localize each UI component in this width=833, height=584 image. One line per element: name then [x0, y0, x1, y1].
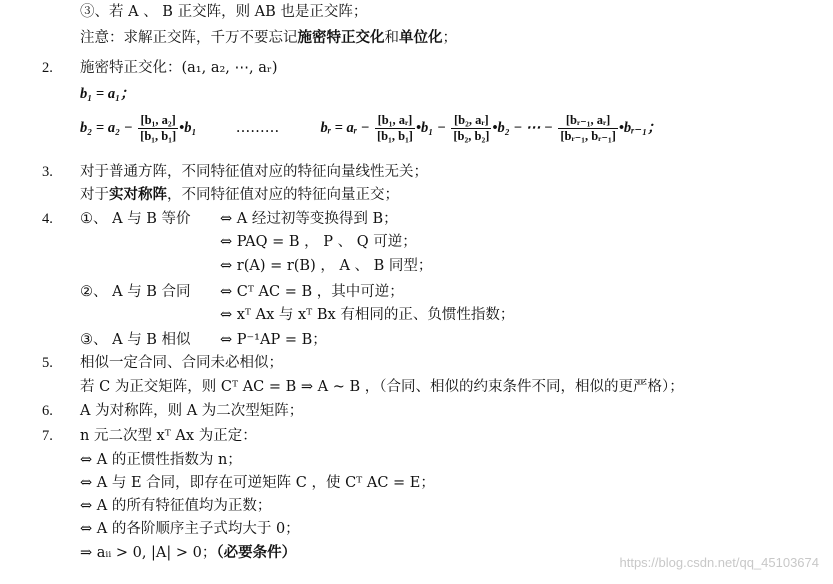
real-symmetric-bold: 实对称阵 [109, 186, 167, 203]
line-similar-congruent: 相似一定合同、合同未必相似； [80, 355, 283, 371]
item-number-4: 4. [42, 211, 53, 227]
formula-schmidt-row [80, 112, 662, 144]
formula-b1: b₁ = a₁； [80, 86, 135, 102]
item-number-3: 3. [42, 164, 53, 180]
line-pd-1: ⇔ A 的正惯性指数为 n； [80, 452, 242, 468]
fraction-1: $\frac{\text{[b₁, a₂]}}{\text{[b₁, b₁]}}$ [140, 112, 177, 143]
line-congruence-2: ⇔ xᵀ Ax 与 xᵀ Bx 有相同的正、负惯性指数； [220, 307, 515, 323]
line-congruence-label: ②、 A 与 B 合同 [80, 284, 191, 300]
line-orthogonal-product: ③、若 A 、 B 正交阵，则 AB 也是正交阵； [80, 4, 368, 20]
line-positive-definite: n 元二次型 xᵀ Ax 为正定： [80, 428, 257, 444]
item-number-6: 6. [42, 403, 53, 419]
line-equivalence-1: ⇔ A 经过初等变换得到 B； [220, 211, 398, 227]
line-note [80, 28, 457, 48]
line-equivalence-label: ①、 A 与 B 等价 [80, 211, 191, 227]
pd-necessary-formula: ⇒ aᵢᵢ > 0, |A| > 0； [80, 545, 217, 561]
line-pd-4: ⇔ A 的各阶顺序主子式均大于 0； [80, 521, 300, 537]
line-pd-3: ⇔ A 的所有特征值均为正数； [80, 498, 272, 514]
line-pd-5 [80, 543, 296, 563]
formula-b2-lhs: b₂ = a₂ − [80, 120, 133, 136]
ellipsis-dots: ……… [235, 120, 280, 136]
line-similarity-1: ⇔ P⁻¹AP = B； [220, 332, 327, 348]
item-number-5: 5. [42, 355, 53, 371]
formula-br-tail: •bᵣ₋₁； [618, 120, 662, 136]
line-equivalence-2: ⇔ PAQ = B ， P 、 Q 可逆； [220, 234, 417, 250]
line-similarity-label: ③、 A 与 B 相似 [80, 332, 191, 348]
note-end: ； [442, 30, 457, 46]
note-normalize-bold: 单位化 [399, 29, 443, 46]
line-schmidt-title: 施密特正交化：(a₁, a₂, ⋯, aᵣ) [80, 60, 278, 76]
line-orthogonal-congruent: 若 C 为正交矩阵，则 Cᵀ AC = B ⇒ A ~ B ，（合同、相似的约束条件不同，相似的更严格）； [80, 379, 684, 395]
formula-b2-tail: •b₁ [179, 120, 197, 136]
line-general-matrix: 对于普通方阵，不同特征值对应的特征向量线性无关； [80, 164, 428, 180]
item-number-7: 7. [42, 428, 53, 444]
fraction-3: $\frac{\text{[b₂, aᵣ]}}{\text{[b₂, b₂]}}$ [453, 112, 490, 143]
formula-br-mid2: •b₂ − ⋯ − [492, 120, 553, 136]
fraction-2: $\frac{\text{[b₁, aᵣ]}}{\text{[b₁, b₁]}}$ [377, 112, 413, 143]
necessary-condition-bold: （必要条件） [216, 544, 297, 561]
item-number-2: 2. [42, 60, 53, 76]
line-pd-2: ⇔ A 与 E 合同，即存在可逆矩阵 C ，使 Cᵀ AC = E； [80, 475, 435, 491]
formula-br-mid1: •b₁ − [415, 120, 446, 136]
line-congruence-1: ⇔ Cᵀ AC = B ，其中可逆； [220, 284, 404, 300]
csdn-watermark: https://blog.csdn.net/qq_45103674 [619, 555, 819, 570]
note-text: 注意：求解正交阵，千万不要忘记 [80, 30, 298, 46]
fraction-4: $\frac{\text{[bᵣ₋₁, aᵣ]}}{\text{[bᵣ₋₁, bᵣ₋₁]}}$ [560, 112, 616, 143]
note-schmidt-bold: 施密特正交化 [297, 29, 385, 46]
line-real-symmetric: 对于实对称阵，不同特征值对应的特征向量正交； [80, 186, 399, 203]
note-and: 和 [384, 30, 399, 46]
line-equivalence-3: ⇔ r(A) = r(B) ， A 、 B 同型； [220, 258, 433, 274]
formula-br-lhs: bᵣ = aᵣ − [320, 120, 370, 136]
line-symmetric-quadratic: A 为对称阵，则 A 为二次型矩阵； [80, 403, 304, 419]
